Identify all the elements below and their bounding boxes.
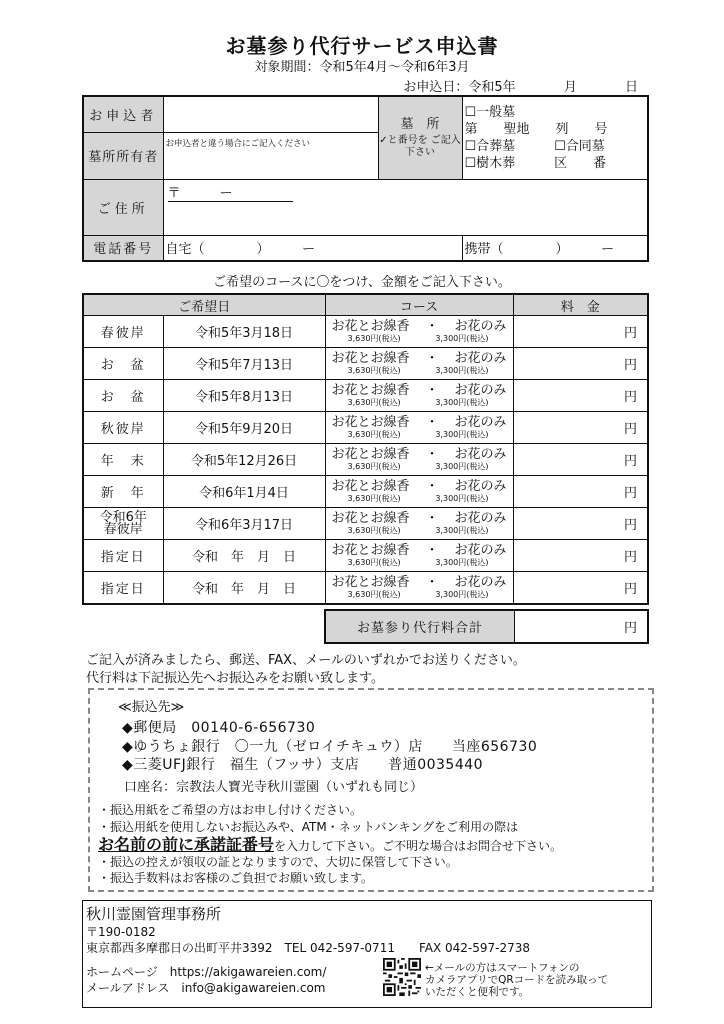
course-season: 春彼岸 bbox=[83, 316, 163, 348]
home-phone-field[interactable]: 自宅（ ） ー bbox=[163, 235, 462, 261]
option-flowers-incense[interactable]: お花とお線香 bbox=[331, 543, 410, 558]
price-flowers-only: 3,300円(税込) bbox=[435, 494, 489, 503]
option-flowers-only[interactable]: お花のみ bbox=[454, 575, 507, 590]
course-season: 指定日 bbox=[83, 540, 163, 572]
course-row bbox=[83, 444, 648, 476]
course-options[interactable] bbox=[325, 444, 513, 476]
course-row bbox=[83, 572, 648, 605]
total-amount-field[interactable]: 円 bbox=[515, 610, 649, 643]
owner-label: 墓所所有者 bbox=[83, 132, 163, 179]
transfer-important bbox=[98, 832, 562, 855]
transfer-note-3: ・振込の控えが領収の証となりますので、大切に保管して下さい。 bbox=[98, 855, 458, 869]
option-flowers-only[interactable]: お花のみ bbox=[454, 319, 507, 334]
price-flowers-only: 3,300円(税込) bbox=[435, 526, 489, 535]
price-flowers-incense: 3,630円(税込) bbox=[347, 334, 401, 343]
course-row bbox=[83, 380, 648, 412]
plot-label-cell bbox=[378, 96, 462, 179]
course-season: お 盆 bbox=[83, 380, 163, 412]
plot-option-numbers[interactable]: 第 聖地 列 号 bbox=[464, 121, 608, 137]
applicant-table bbox=[82, 95, 649, 262]
course-price-field[interactable]: 円 bbox=[513, 412, 648, 444]
address-field[interactable] bbox=[163, 179, 648, 235]
option-flowers-only[interactable]: お花のみ bbox=[454, 415, 507, 430]
course-price-field[interactable]: 円 bbox=[513, 476, 648, 508]
header-date: ご希望日 bbox=[83, 294, 325, 316]
option-flowers-incense[interactable]: お花とお線香 bbox=[331, 575, 410, 590]
price-flowers-incense: 3,630円(税込) bbox=[347, 494, 401, 503]
transfer-mufg: ◆三菱UFJ銀行 福生（フッサ）支店 普通0035440 bbox=[122, 757, 484, 773]
option-separator: ・ bbox=[425, 415, 439, 430]
transfer-yucho: ◆ゆうちょ銀行 〇一九（ゼロイチキュウ）店 当座656730 bbox=[122, 739, 538, 755]
office-homepage[interactable]: ホームページ https://akigawareien.com/ bbox=[86, 965, 327, 979]
postal-mark: 〒 ー bbox=[168, 186, 293, 202]
course-date[interactable]: 令和 年 月 日 bbox=[163, 572, 325, 605]
qr-code-icon bbox=[383, 958, 421, 996]
header-course: コース bbox=[325, 294, 513, 316]
course-date: 令和5年7月13日 bbox=[163, 348, 325, 380]
option-flowers-incense[interactable]: お花とお線香 bbox=[331, 383, 410, 398]
header-price: 料 金 bbox=[513, 294, 648, 316]
course-date[interactable]: 令和 年 月 日 bbox=[163, 540, 325, 572]
option-flowers-only[interactable]: お花のみ bbox=[454, 447, 507, 462]
option-flowers-only[interactable]: お花のみ bbox=[454, 543, 507, 558]
course-options[interactable] bbox=[325, 540, 513, 572]
course-price-field[interactable]: 円 bbox=[513, 316, 648, 348]
course-row bbox=[83, 316, 648, 348]
office-email[interactable]: メールアドレス info@akigawareien.com bbox=[86, 981, 326, 995]
option-separator: ・ bbox=[425, 383, 439, 398]
course-price-field[interactable]: 円 bbox=[513, 380, 648, 412]
price-flowers-incense: 3,630円(税込) bbox=[347, 462, 401, 471]
course-date: 令和5年8月13日 bbox=[163, 380, 325, 412]
course-options[interactable] bbox=[325, 508, 513, 540]
owner-field[interactable] bbox=[163, 132, 378, 179]
course-date: 令和5年3月18日 bbox=[163, 316, 325, 348]
option-flowers-incense[interactable]: お花とお線香 bbox=[331, 319, 410, 334]
plot-option-joint[interactable]: ☐合葬墓 ☐合同墓 bbox=[464, 138, 605, 154]
price-flowers-incense: 3,630円(税込) bbox=[347, 398, 401, 407]
transfer-note-4: ・振込手数料はお客様のご負担でお願い致します。 bbox=[98, 871, 374, 885]
course-options[interactable] bbox=[325, 316, 513, 348]
option-flowers-incense[interactable]: お花とお線香 bbox=[331, 511, 410, 526]
course-table bbox=[82, 293, 649, 605]
course-options[interactable] bbox=[325, 476, 513, 508]
price-flowers-only: 3,300円(税込) bbox=[435, 334, 489, 343]
transfer-important-rest: を入力して下さい。ご不明な場合はお問合せ下さい。 bbox=[274, 839, 563, 853]
application-date-label: お申込日：令和5年 bbox=[403, 80, 516, 95]
office-postal: 〒190-0182 bbox=[86, 925, 156, 939]
applicant-label: お申込者 bbox=[83, 96, 163, 132]
plot-option-general[interactable]: ☐一般墓 bbox=[464, 104, 516, 120]
account-name: 口座名：宗教法人寶光寺秋川霊園（いずれも同じ） bbox=[124, 780, 424, 795]
transfer-postal: ◆郵便局 00140-6-656730 bbox=[122, 720, 316, 736]
option-separator: ・ bbox=[425, 511, 439, 526]
course-season: 秋彼岸 bbox=[83, 412, 163, 444]
course-options[interactable] bbox=[325, 412, 513, 444]
price-flowers-only: 3,300円(税込) bbox=[435, 398, 489, 407]
owner-note: お申込者と違う場合にご記入ください bbox=[165, 138, 311, 149]
option-separator: ・ bbox=[425, 351, 439, 366]
option-flowers-only[interactable]: お花のみ bbox=[454, 383, 507, 398]
course-season: 年 末 bbox=[83, 444, 163, 476]
course-season: 指定日 bbox=[83, 572, 163, 605]
qr-note bbox=[425, 962, 608, 998]
option-flowers-incense[interactable]: お花とお線香 bbox=[331, 415, 410, 430]
option-separator: ・ bbox=[425, 447, 439, 462]
plot-options bbox=[462, 96, 648, 179]
course-price-field[interactable]: 円 bbox=[513, 572, 648, 605]
option-separator: ・ bbox=[425, 543, 439, 558]
option-flowers-incense[interactable]: お花とお線香 bbox=[331, 479, 410, 494]
qr-note-line-3: いただくと便利です。 bbox=[425, 986, 530, 998]
mobile-phone-field[interactable]: 携帯（ ） ー bbox=[462, 235, 648, 261]
course-date: 令和6年1月4日 bbox=[163, 476, 325, 508]
form-title: お墓参り代行サービス申込書 bbox=[225, 34, 499, 58]
course-options[interactable] bbox=[325, 348, 513, 380]
option-flowers-only[interactable]: お花のみ bbox=[454, 511, 507, 526]
total-label: お墓参り代行料合計 bbox=[325, 610, 515, 643]
course-date: 令和6年3月17日 bbox=[163, 508, 325, 540]
course-row bbox=[83, 540, 648, 572]
course-season: お 盆 bbox=[83, 348, 163, 380]
application-date-day: 日 bbox=[624, 80, 638, 95]
course-row bbox=[83, 508, 648, 540]
course-row bbox=[83, 476, 648, 508]
option-separator: ・ bbox=[425, 319, 439, 334]
office-address: 東京都西多摩郡日の出町平井3392 TEL 042-597-0711 FAX 042-597-2738 bbox=[86, 941, 531, 955]
address-label: ご住所 bbox=[83, 179, 163, 235]
course-price-field[interactable]: 円 bbox=[513, 508, 648, 540]
course-options[interactable] bbox=[325, 380, 513, 412]
price-flowers-only: 3,300円(税込) bbox=[435, 366, 489, 375]
after-text-1: ご記入が済みましたら、郵送、FAX、メールのいずれかでお送りください。 bbox=[86, 653, 526, 668]
course-season: 令和6年 春彼岸 bbox=[83, 508, 163, 540]
price-flowers-only: 3,300円(税込) bbox=[435, 430, 489, 439]
plot-label: 墓 所 bbox=[400, 116, 440, 132]
course-price-field[interactable]: 円 bbox=[513, 444, 648, 476]
target-period: 対象期間：令和5年4月～令和6年3月 bbox=[254, 60, 470, 75]
course-price-field[interactable]: 円 bbox=[513, 540, 648, 572]
option-flowers-only[interactable]: お花のみ bbox=[454, 479, 507, 494]
qr-note-line-2: カメラアプリでQRコードを読み取って bbox=[425, 974, 609, 986]
after-text-2: 代行料は下記振込先へお振込みをお願い致します。 bbox=[86, 671, 384, 686]
course-date: 令和5年9月20日 bbox=[163, 412, 325, 444]
total-table bbox=[324, 609, 649, 644]
course-price-field[interactable]: 円 bbox=[513, 348, 648, 380]
price-flowers-incense: 3,630円(税込) bbox=[347, 366, 401, 375]
transfer-heading: ≪振込先≫ bbox=[118, 700, 185, 715]
phone-label: 電話番号 bbox=[83, 235, 163, 261]
office-name: 秋川霊園管理事務所 bbox=[86, 905, 222, 923]
option-flowers-only[interactable]: お花のみ bbox=[454, 351, 507, 366]
course-options[interactable] bbox=[325, 572, 513, 605]
price-flowers-incense: 3,630円(税込) bbox=[347, 558, 401, 567]
price-flowers-only: 3,300円(税込) bbox=[435, 462, 489, 471]
course-row bbox=[83, 348, 648, 380]
course-row bbox=[83, 412, 648, 444]
price-flowers-incense: 3,630円(税込) bbox=[347, 590, 401, 599]
price-flowers-incense: 3,630円(税込) bbox=[347, 430, 401, 439]
application-date-month: 月 bbox=[563, 80, 577, 95]
transfer-important-bold: お名前の前に承諾証番号 bbox=[98, 835, 275, 854]
course-instruction: ご希望のコースに〇をつけ、金額をご記入下さい。 bbox=[213, 275, 511, 290]
plot-sublabel: ✓と番号を ご記入下さい bbox=[379, 134, 461, 158]
application-date bbox=[395, 76, 638, 95]
price-flowers-only: 3,300円(税込) bbox=[435, 558, 489, 567]
option-separator: ・ bbox=[425, 575, 439, 590]
applicant-name-field[interactable] bbox=[163, 96, 378, 132]
option-separator: ・ bbox=[425, 479, 439, 494]
price-flowers-only: 3,300円(税込) bbox=[435, 590, 489, 599]
plot-option-tree[interactable]: ☐樹木葬 区 番 bbox=[464, 155, 607, 171]
option-flowers-incense[interactable]: お花とお線香 bbox=[331, 351, 410, 366]
option-flowers-incense[interactable]: お花とお線香 bbox=[331, 447, 410, 462]
course-date: 令和5年12月26日 bbox=[163, 444, 325, 476]
course-season: 新 年 bbox=[83, 476, 163, 508]
price-flowers-incense: 3,630円(税込) bbox=[347, 526, 401, 535]
transfer-note-1: ・振込用紙をご希望の方はお申し付けください。 bbox=[98, 803, 363, 817]
qr-note-line-1: ←メールの方はスマートフォンの bbox=[425, 962, 580, 974]
transfer-note-2: ・振込用紙を使用しないお振込みや、ATM・ネットバンキングをご利用の際は bbox=[98, 820, 519, 834]
